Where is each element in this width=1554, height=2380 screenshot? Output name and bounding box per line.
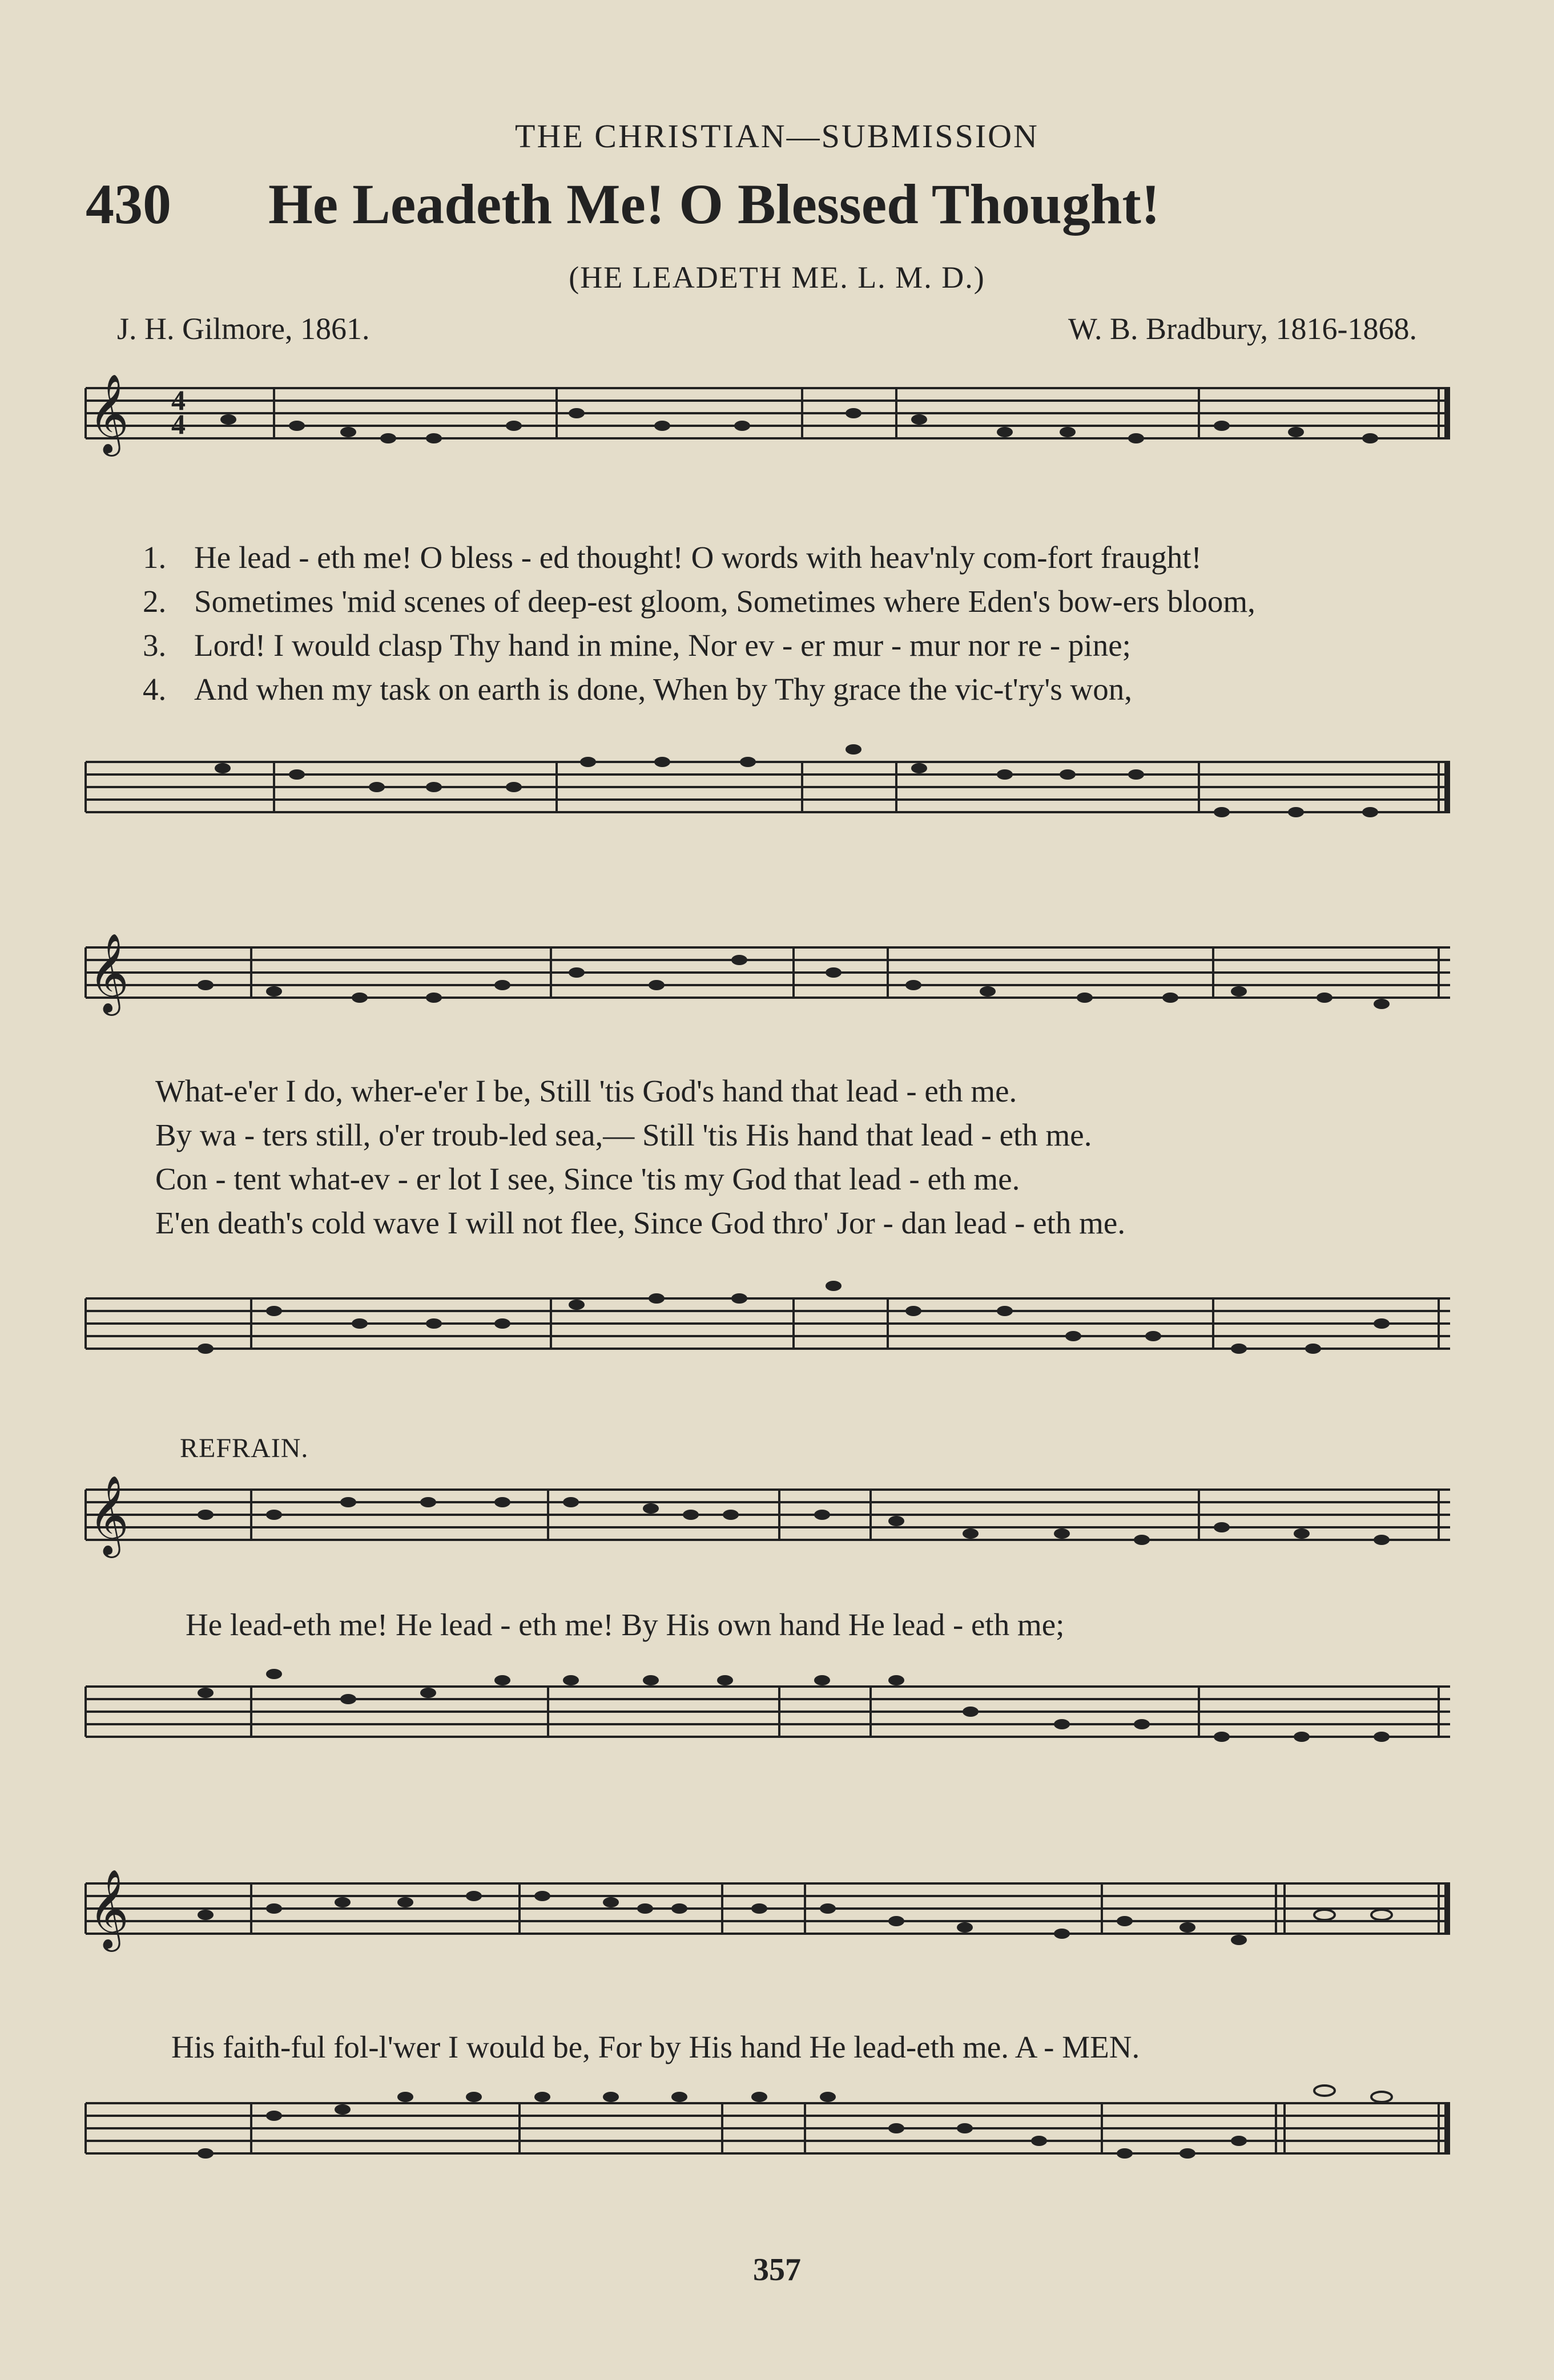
treble-staff-system-1	[0, 365, 1554, 514]
svg-text:𝄞: 𝄞	[88, 374, 129, 453]
hymn-title: He Leadeth Me! O Blessed Thought!	[268, 172, 1161, 236]
svg-text:4: 4	[171, 408, 186, 440]
bass-staff-system-3	[0, 1655, 1554, 1804]
refrain-label: REFRAIN.	[180, 1433, 309, 1463]
bass-staff-system-4	[0, 2072, 1554, 2220]
composer-credit: W. B. Bradbury, 1816-1868.	[1068, 312, 1417, 346]
treble-staff-system-4	[0, 1861, 1554, 1998]
svg-text:𝄞: 𝄞	[88, 1871, 129, 1947]
treble-staff-system-2	[0, 925, 1554, 1073]
svg-text:𝄞: 𝄞	[88, 1477, 129, 1553]
page-number: 357	[753, 2252, 801, 2288]
tune-name: (HE LEADETH ME. L. M. D.)	[569, 260, 985, 295]
treble-staff-system-3	[0, 1467, 1554, 1604]
bass-staff-system-2	[0, 1267, 1554, 1415]
bass-staff-system-1	[0, 731, 1554, 879]
author-credit: J. H. Gilmore, 1861.	[117, 312, 370, 346]
section-heading: THE CHRISTIAN—SUBMISSION	[515, 118, 1039, 155]
hymn-number: 430	[86, 172, 171, 236]
svg-text:𝄞: 𝄞	[88, 935, 129, 1011]
svg-text:4: 4	[171, 384, 186, 416]
